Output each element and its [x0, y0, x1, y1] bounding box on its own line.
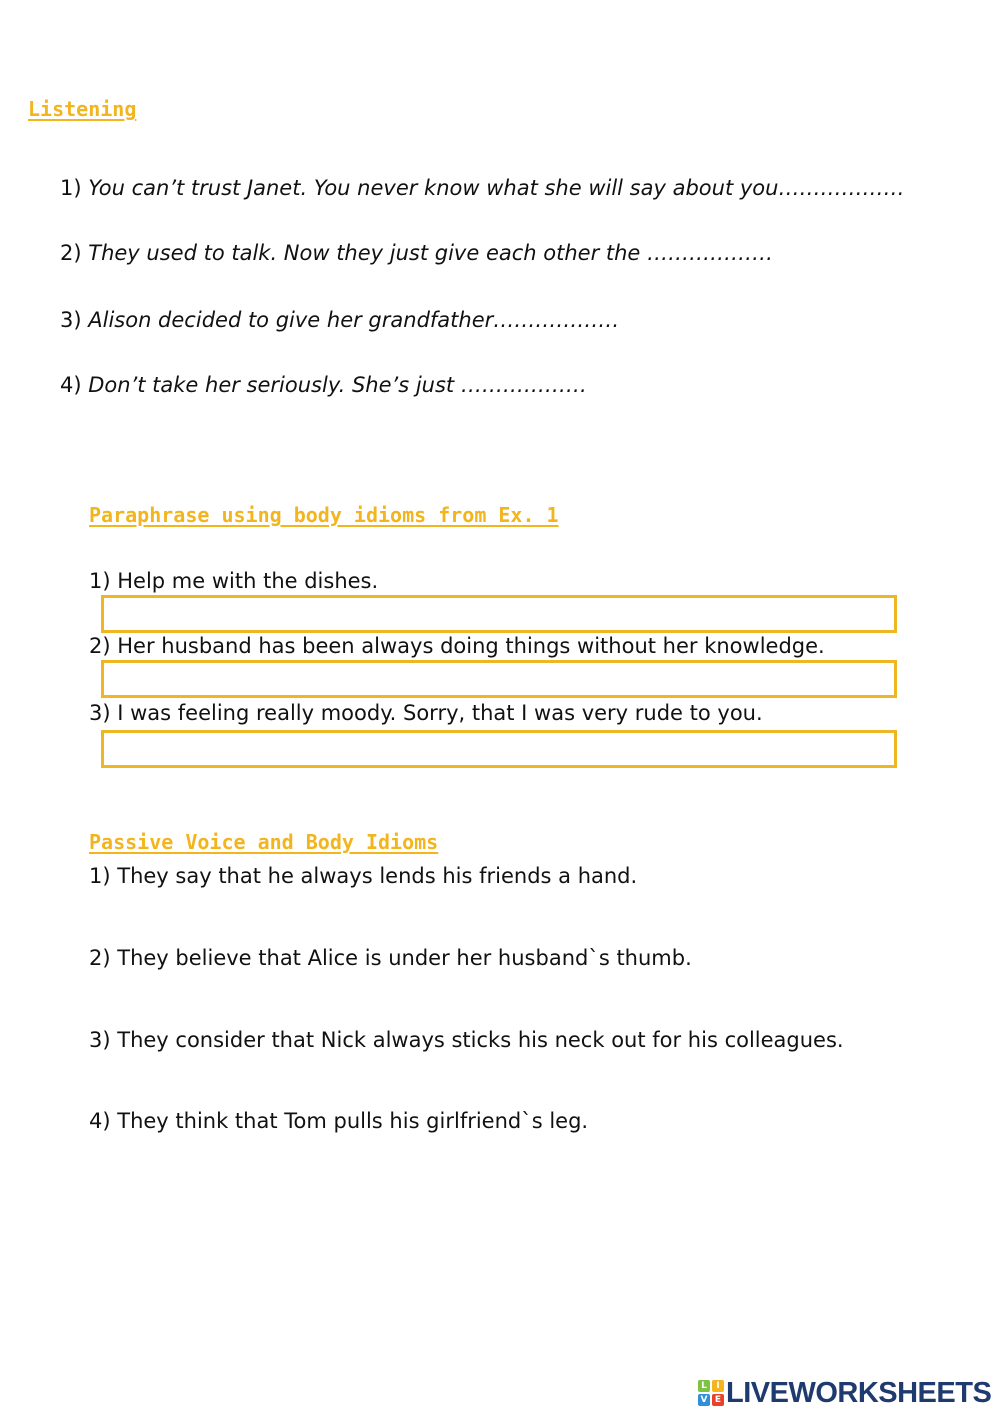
listening-heading: Listening [28, 97, 137, 121]
passive-item-2 [89, 946, 692, 970]
item-number: 3) [60, 308, 82, 332]
item-text: Her husband has been always doing things without her knowledge. [117, 634, 825, 658]
passive-item-4 [89, 1109, 588, 1133]
logo-text: LIVEWORKSHEETS [726, 1376, 992, 1409]
item-number: 3) [89, 701, 111, 725]
listening-item-3 [60, 308, 619, 332]
live-blocks-icon: L I V E [698, 1380, 724, 1406]
paraphrase-answer-1[interactable] [101, 595, 897, 633]
item-text: They believe that Alice is under her husband`s thumb. [117, 946, 692, 970]
item-text: Alison decided to give her grandfather……………… [88, 308, 620, 332]
paraphrase-item-1 [89, 569, 378, 593]
passive-item-3 [89, 1028, 844, 1052]
listening-item-4 [60, 373, 587, 397]
item-text: Help me with the dishes. [117, 569, 379, 593]
item-text: They think that Tom pulls his girlfriend`s leg. [117, 1109, 589, 1133]
item-text: I was feeling really moody. Sorry, that I was very rude to you. [117, 701, 763, 725]
item-number: 1) [60, 176, 82, 200]
passive-item-1 [89, 864, 637, 888]
paraphrase-heading: Paraphrase using body idioms from Ex. 1 [89, 503, 559, 527]
paraphrase-answer-3[interactable] [101, 730, 897, 768]
item-text: They say that he always lends his friends a hand. [117, 864, 638, 888]
item-number: 2) [60, 241, 82, 265]
item-text: Don’t take her seriously. She’s just ……………… [88, 373, 587, 397]
item-text: They used to talk. Now they just give each other the ……………… [88, 241, 774, 265]
item-number: 3) [89, 1028, 111, 1052]
listening-item-1 [60, 176, 904, 200]
liveworksheets-logo [698, 1378, 991, 1408]
item-number: 4) [89, 1109, 111, 1133]
item-number: 2) [89, 634, 111, 658]
item-number: 1) [89, 864, 111, 888]
item-number: 4) [60, 373, 82, 397]
passive-heading: Passive Voice and Body Idioms [89, 830, 439, 854]
item-number: 1) [89, 569, 111, 593]
item-text: You can’t trust Janet. You never know what she will say about you……………… [88, 176, 905, 200]
item-text: They consider that Nick always sticks his neck out for his colleagues. [117, 1028, 844, 1052]
listening-item-2 [60, 241, 773, 265]
item-number: 2) [89, 946, 111, 970]
paraphrase-answer-2[interactable] [101, 660, 897, 698]
paraphrase-item-2 [89, 634, 825, 658]
paraphrase-item-3 [89, 701, 763, 725]
